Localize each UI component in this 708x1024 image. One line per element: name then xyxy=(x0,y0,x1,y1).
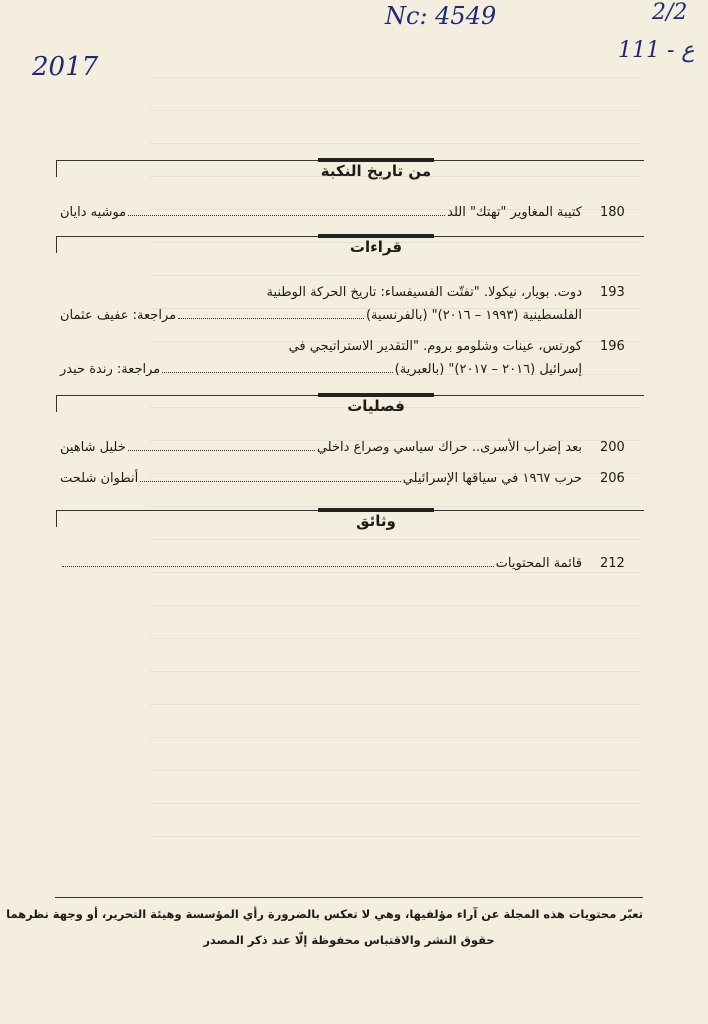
page-number: 200 xyxy=(600,440,625,455)
entry-title: حرب ١٩٦٧ في سياقها الإسرائيلي xyxy=(402,471,582,486)
entry-title: الفلسطينية (١٩٩٣ – ٢٠١٦)" (بالفرنسية) xyxy=(365,308,582,323)
dot-leader xyxy=(128,215,445,216)
entry-title: كتيبة المغاوير "تهتك" اللد xyxy=(447,205,582,220)
page-number: 206 xyxy=(600,471,625,486)
page-number: 193 xyxy=(600,285,625,300)
page-number: 196 xyxy=(600,339,625,354)
entry-title: بعد إضراب الأسرى.. حراك سياسي وصراع داخلي xyxy=(316,440,582,455)
footer-copyright: حقوق النشر والاقتباس محفوظة إلّا عند ذكر المصدر xyxy=(203,933,495,947)
entry-title-line1: دوت. بويار، نيكولا. "تفتّت الفسيفساء: تاريخ الحركة الوطنية xyxy=(266,285,582,300)
handwritten-page-mark: 2/2 xyxy=(652,0,688,25)
toc-entry xyxy=(60,440,640,460)
dot-leader xyxy=(178,318,364,319)
section-header xyxy=(56,395,644,415)
section-title: فصليات xyxy=(347,397,405,415)
entry-author: خليل شاهين xyxy=(60,440,126,455)
page-number: 212 xyxy=(600,556,625,571)
entry-title: إسرائيل (٢٠١٦ – ٢٠١٧)" (بالعبرية) xyxy=(394,362,582,377)
section-title: وثائق xyxy=(356,512,396,530)
entry-author: مراجعة: رندة حيدر xyxy=(60,362,161,377)
entry-author: أنطوان شلحت xyxy=(60,471,139,486)
entry-title-line1: كورتس، عينات وشلومو بروم. "التقدير الاستراتيجي في xyxy=(288,339,582,354)
handwritten-reference: Nc: 4549 xyxy=(385,2,497,30)
entry-author: مراجعة: عفيف عثمان xyxy=(60,308,177,323)
dot-leader xyxy=(62,566,494,567)
entry-author: موشيه دايان xyxy=(60,205,127,220)
footer-rule xyxy=(55,897,643,898)
toc-entry xyxy=(60,556,640,576)
page-number: 180 xyxy=(600,205,625,220)
toc-entry xyxy=(60,471,640,491)
section-header xyxy=(56,510,644,530)
section-header xyxy=(56,160,644,180)
section-title: من تاريخ النكبة xyxy=(320,162,432,180)
entry-title: قائمة المحتويات xyxy=(495,556,582,571)
section-header xyxy=(56,236,644,256)
footer-disclaimer: تعبّر محتويات هذه المجلة عن آراء مؤلفيها، وهي لا تعكس بالضرورة رأي المؤسسة وهيئة التحرير، أو وجهة نظرهما xyxy=(6,907,643,921)
handwritten-code: ع - 111 xyxy=(618,38,695,63)
toc-entry xyxy=(60,285,640,329)
toc-entry xyxy=(60,205,640,225)
toc-entry xyxy=(60,339,640,383)
dot-leader xyxy=(162,372,392,373)
section-title: قراءات xyxy=(349,238,403,256)
dot-leader xyxy=(128,450,315,451)
dot-leader xyxy=(140,481,400,482)
handwritten-year: 2017 xyxy=(32,52,99,82)
